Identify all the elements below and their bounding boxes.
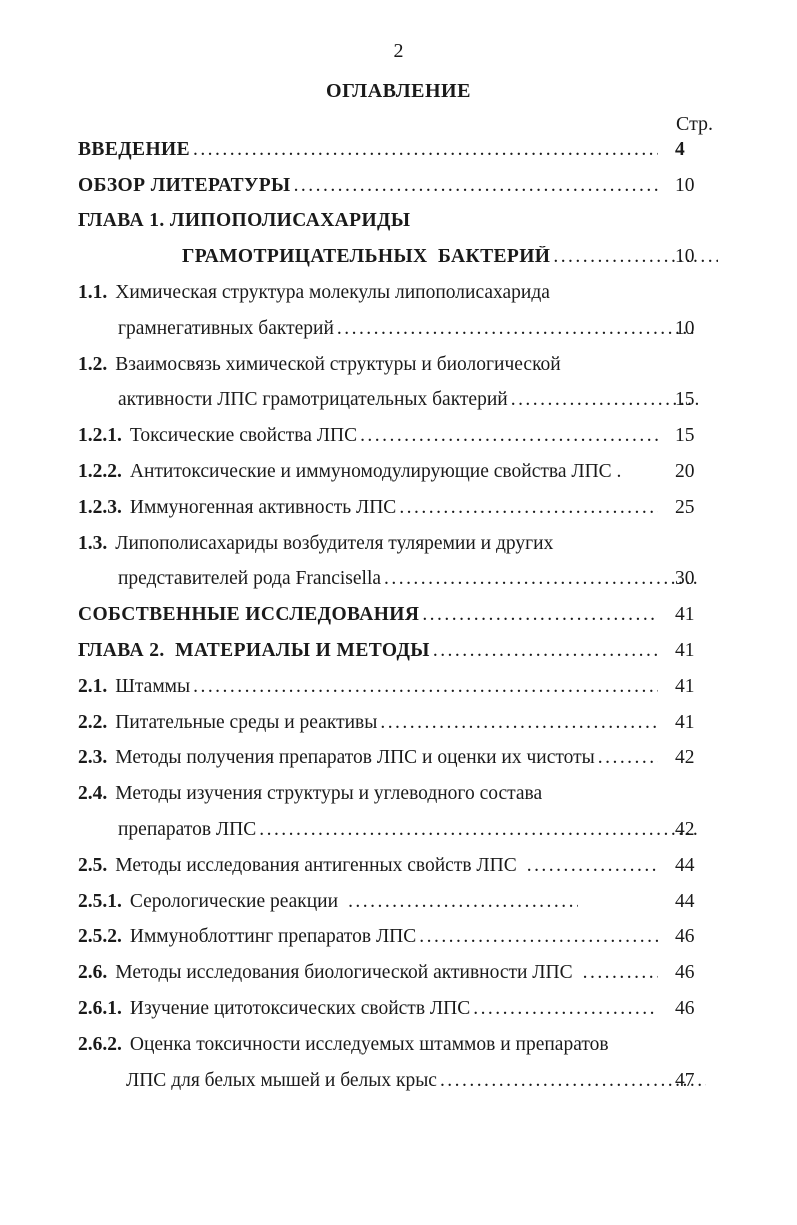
toc-entry-1-2-3[interactable] [78,490,718,526]
toc-entry-page: 42 [675,747,695,769]
leader-dots [259,819,698,841]
toc-entry-number: 1.2.2. [78,461,122,483]
toc-entry-label: Питательные среды и реактивы [115,711,378,733]
toc-entry-1-2-1[interactable] [78,418,718,454]
toc-entry-page: 10 [675,174,695,196]
toc-entry-label: Серологические реакции [129,890,339,912]
toc-entry-page: 46 [675,926,695,948]
toc-entry-1-3[interactable] [78,526,718,562]
toc-entry-2-6[interactable] [78,955,718,991]
toc-entry-chapter-2[interactable] [78,633,718,669]
page-number: 2 [393,40,404,62]
toc-entry-literature-review[interactable] [78,168,718,204]
toc-entry-number: 1.2.1. [78,425,122,447]
toc-entry-number: 2.1. [78,675,108,697]
toc-entry-label: ГЛАВА 2. МАТЕРИАЛЫ И МЕТОДЫ [78,640,430,662]
toc-entry-introduction[interactable] [78,132,718,168]
toc-entry-label: активности ЛПС грамотрицательных бактерий [118,389,508,411]
toc-entry-number: 1.3. [78,532,108,554]
toc-entry-1-2[interactable] [78,347,718,383]
toc-entry-label: представителей рода Francisella [118,568,382,590]
toc-entry-label: Методы изучения структуры и углеводного состава [115,783,543,805]
toc-entry-label: Иммуногенная активность ЛПС [129,496,397,518]
toc-entry-label: ГЛАВА 1. ЛИПОПОЛИСАХАРИДЫ [78,210,411,232]
toc-entry-2-5-2[interactable] [78,920,718,956]
toc-entry-number: 2.6.1. [78,998,122,1020]
toc-entry-page: 10 [675,317,695,339]
toc-entry-2-4[interactable] [78,776,718,812]
leader-dots [473,998,658,1020]
toc-entry-page: 42 [675,819,695,841]
toc-entry-page: 20 [675,461,695,483]
toc-entry-page: 47 [675,1069,695,1091]
toc-entry-label: Взаимосвязь химической структуры и биологической [115,353,561,375]
toc-entry-label: Оценка токсичности исследуемых штаммов и препаратов [129,1033,609,1055]
leader-dots [511,389,698,411]
leader-dots [294,175,658,197]
toc-entry-1-2-continued[interactable] [78,383,718,419]
toc-entry-label: Химическая структура молекулы липополисахарида [115,282,550,304]
toc-entry-own-research[interactable] [78,597,718,633]
toc-entry-1-1[interactable] [78,275,718,311]
toc-entry-label: грамнегативных бактерий [118,317,334,339]
toc-entry-page: 30 [675,568,695,590]
toc-entry-number: 1.1. [78,282,108,304]
toc-entry-page: 25 [675,496,695,518]
toc-entry-label: Изучение цитотоксических свойств ЛПС [129,998,471,1020]
toc-entry-1-1-continued[interactable] [78,311,718,347]
toc-entry-label: Методы исследования биологической активности ЛПС [115,962,573,984]
toc-entry-number: 1.2.3. [78,496,122,518]
toc-entry-chapter-1[interactable] [78,204,718,240]
toc-entry-label: Иммуноблоттинг препаратов ЛПС [129,926,417,948]
toc-entry-label: Токсические свойства ЛПС [129,425,358,447]
page-title: ОГЛАВЛЕНИЕ [326,80,471,102]
toc-entry-page: 15 [675,389,695,411]
toc-entry-page: 44 [675,890,695,912]
toc-entry-label: ГРАМОТРИЦАТЕЛЬНЫХ БАКТЕРИЙ [182,246,551,268]
toc-entry-label: Штаммы [115,675,191,697]
toc-entry-label: ЛПС для белых мышей и белых крыс [126,1069,437,1091]
toc-entry-2-6-2-continued[interactable] [78,1063,718,1099]
leader-dots [193,676,658,698]
leader-dots [583,962,658,984]
toc-entry-1-2-2[interactable] [78,454,718,490]
toc-entry-2-1[interactable] [78,669,718,705]
leader-dots [337,318,698,340]
toc-entry-number: 2.4. [78,783,108,805]
toc-entry-page: 15 [675,425,695,447]
toc-entry-2-4-continued[interactable] [78,812,718,848]
toc-entry-number: 2.5. [78,854,108,876]
toc-entry-page: 4 [675,138,685,160]
toc-entry-chapter-1-continued[interactable] [78,239,718,275]
toc-entry-label: Методы получения препаратов ЛПС и оценки их чистоты [115,747,595,769]
toc-entry-2-5-1[interactable] [78,884,718,920]
page-column-header: Стр. [676,113,714,135]
toc-entry-number: 2.6.2. [78,1033,122,1055]
leader-dots [433,640,658,662]
leader-dots [527,855,658,877]
leader-dots [598,747,658,769]
toc-entry-1-3-continued[interactable] [78,562,718,598]
leader-dots [360,425,658,447]
leader-dots [193,139,658,161]
toc-entry-label: Антитоксические и иммуномодулирующие свойства ЛПС . [129,461,622,483]
toc-entry-label: препаратов ЛПС [118,819,257,841]
toc-entry-label: ВВЕДЕНИЕ [78,138,190,160]
leader-dots [422,604,658,626]
toc-entry-2-2[interactable] [78,705,718,741]
toc-entry-page: 41 [675,604,695,626]
toc-entry-label: ОБЗОР ЛИТЕРАТУРЫ [78,174,291,196]
toc-entry-page: 46 [675,998,695,1020]
toc-entry-2-5[interactable] [78,848,718,884]
leader-dots [384,568,698,590]
leader-dots [440,1070,706,1092]
toc-entry-number: 2.3. [78,747,108,769]
toc-entry-page: 41 [675,711,695,733]
toc-entry-page: 10 [675,246,695,268]
toc-entry-page: 46 [675,962,695,984]
toc-entry-label: СОБСТВЕННЫЕ ИССЛЕДОВАНИЯ [78,604,420,626]
toc-entry-number: 1.2. [78,353,108,375]
toc-entry-number: 2.6. [78,962,108,984]
leader-dots [380,712,658,734]
table-of-contents [78,132,718,1099]
leader-dots [348,891,578,913]
toc-entry-number: 2.2. [78,711,108,733]
toc-entry-2-6-1[interactable] [78,991,718,1027]
leader-dots [399,497,658,519]
leader-dots [419,926,658,948]
toc-entry-number: 2.5.1. [78,890,122,912]
toc-entry-number: 2.5.2. [78,926,122,948]
toc-entry-label: Методы исследования антигенных свойств ЛПС [115,854,517,876]
toc-entry-label: Липополисахариды возбудителя туляремии и других [115,532,554,554]
toc-entry-page: 41 [675,640,695,662]
toc-entry-2-3[interactable] [78,741,718,777]
toc-entry-page: 41 [675,675,695,697]
toc-entry-page: 44 [675,854,695,876]
toc-entry-2-6-2[interactable] [78,1027,718,1063]
